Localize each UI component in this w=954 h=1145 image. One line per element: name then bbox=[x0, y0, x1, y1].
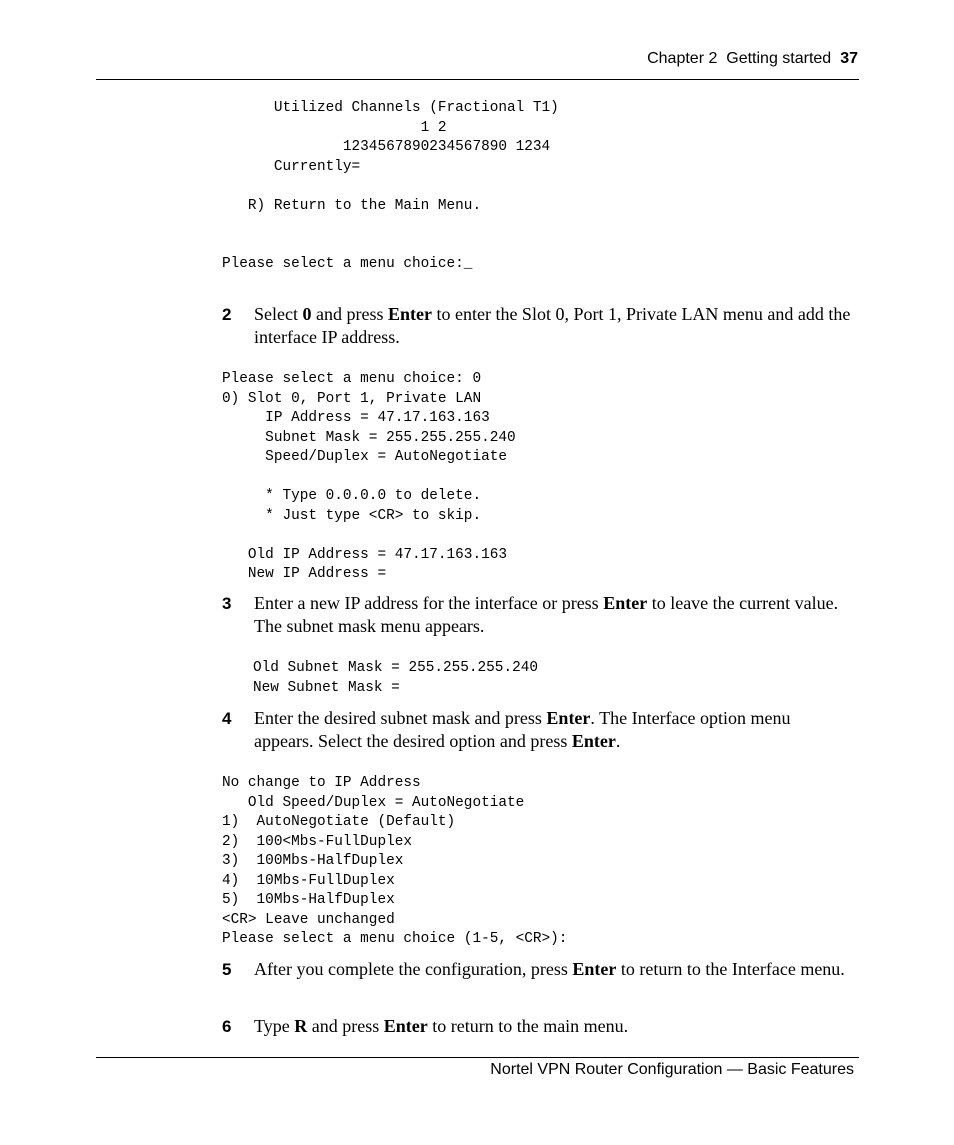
header-rule bbox=[96, 79, 859, 80]
step-2 bbox=[222, 303, 852, 349]
step-number: 3 bbox=[222, 594, 232, 613]
chapter-title: Chapter 2 Getting started bbox=[647, 50, 832, 67]
running-footer: Nortel VPN Router Configuration — Basic Features bbox=[490, 1061, 854, 1078]
step-5 bbox=[222, 958, 852, 981]
step-text: After you complete the configuration, press Enter to return to the Interface menu. bbox=[254, 959, 845, 979]
step-4 bbox=[222, 707, 852, 753]
step-number: 6 bbox=[222, 1017, 232, 1036]
step-3 bbox=[222, 592, 852, 638]
step-text: Enter a new IP address for the interface or press Enter to leave the current value. The subnet mask menu appears. bbox=[254, 593, 839, 636]
step-text: Type R and press Enter to return to the main menu. bbox=[254, 1016, 629, 1036]
step-text: Select 0 and press Enter to enter the Slot 0, Port 1, Private LAN menu and add the interface IP address. bbox=[254, 304, 851, 347]
step-6 bbox=[222, 1015, 852, 1038]
step-number: 4 bbox=[222, 709, 232, 728]
console-output-speed-duplex: No change to IP Address Old Speed/Duplex = AutoNegotiate 1) AutoNegotiate (Default) 2) 100<Mbs-FullDuplex 3) 100Mbs-HalfDuplex 4) 10Mbs-FullDuplex 5) 10Mbs-HalfDuplex <CR> Leave unchanged Please select a menu choice (1-5, <CR>): bbox=[222, 775, 568, 947]
console-output-subnet: Old Subnet Mask = 255.255.255.240 New Subnet Mask = bbox=[253, 660, 538, 696]
page-number: 37 bbox=[840, 50, 858, 67]
step-text: Enter the desired subnet mask and press Enter. The Interface option menu appears. Select the desired option and press Enter. bbox=[254, 708, 791, 751]
step-number: 2 bbox=[222, 305, 232, 324]
console-output-channels: Utilized Channels (Fractional T1) 1 2 1234567890234567890 1234 Currently= R) Return to the Main Menu. Please select a menu choice:_ bbox=[222, 100, 559, 272]
running-header bbox=[647, 50, 858, 68]
footer-rule bbox=[96, 1057, 859, 1058]
console-output-slot-menu: Please select a menu choice: 0 0) Slot 0, Port 1, Private LAN IP Address = 47.17.163.163 Subnet Mask = 255.255.255.240 Speed/Duplex = AutoNegotiate * Type 0.0.0.0 to delete. * Just type <CR> to skip. Old IP Address = 47.17.163.163 New IP Address = bbox=[222, 371, 516, 582]
step-number: 5 bbox=[222, 960, 232, 979]
